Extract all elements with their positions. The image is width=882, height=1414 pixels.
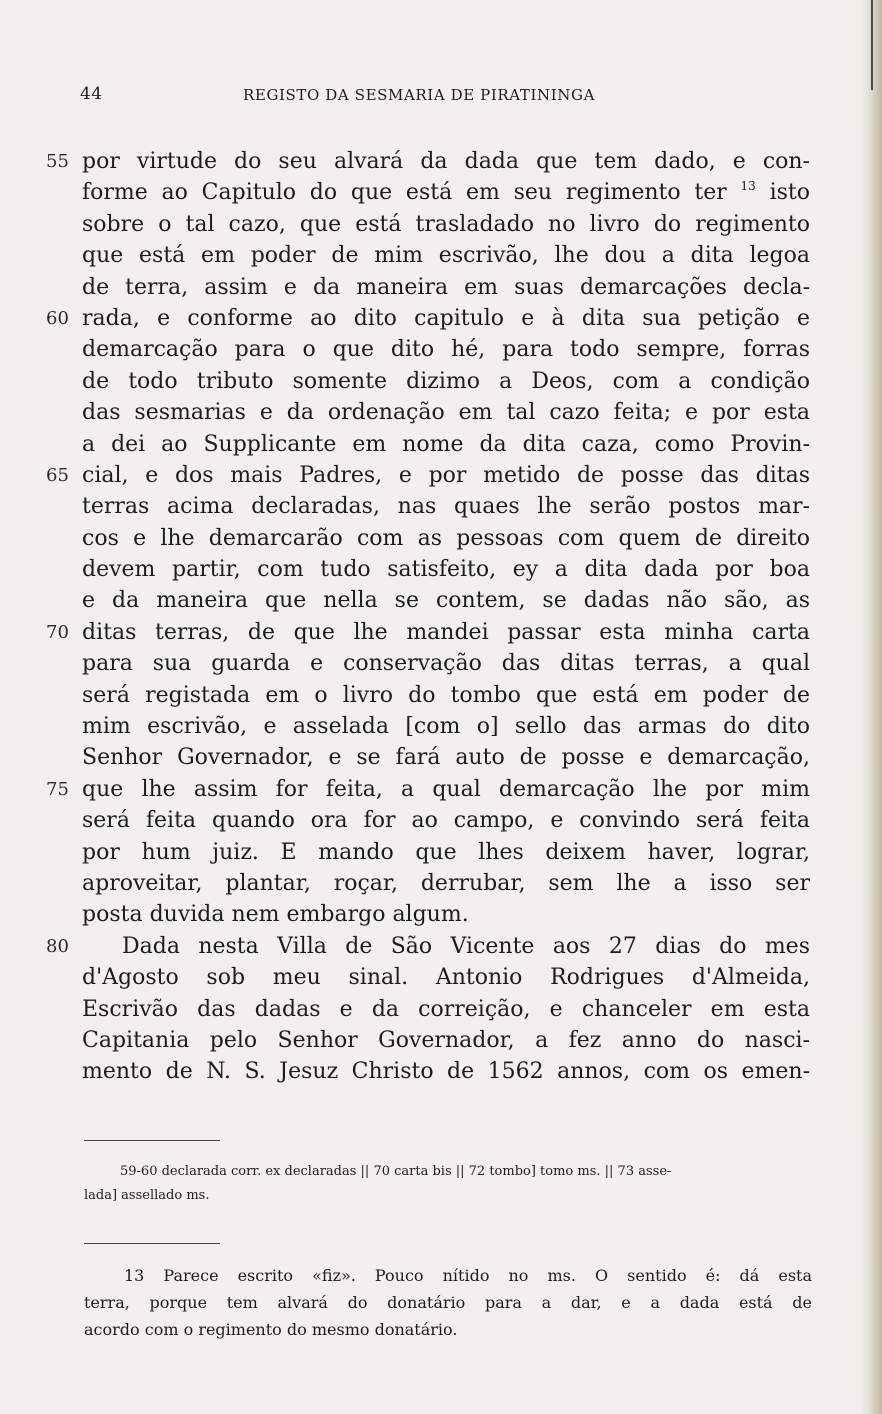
line-number: 60: [46, 307, 69, 329]
text-line: [0, 617, 882, 648]
text-line: [0, 491, 882, 522]
line-text: Dada nesta Villa de São Vicente aos 27 dias do mes: [122, 933, 810, 959]
text-line: [0, 554, 882, 585]
page-number: 44: [80, 84, 103, 104]
page-header: [80, 84, 810, 110]
line-text: Senhor Governador, e se fará auto de posse e demarcação,: [82, 745, 810, 771]
text-line: [0, 523, 882, 554]
line-number: 70: [46, 621, 69, 643]
line-number: 55: [46, 151, 69, 172]
footnote-reference[interactable]: 13: [740, 179, 756, 194]
line-text: d'Agosto sob meu sinal. Antonio Rodrigues d'Almeida,: [82, 965, 810, 991]
footnote-line: 13 Parece escrito «fiz». Pouco nítido no ms. O sentido é: dá esta: [124, 1266, 812, 1285]
text-line: [0, 648, 882, 679]
footnote-line: acordo com o regimento do mesmo donatário.: [84, 1320, 458, 1339]
text-line: [0, 209, 882, 240]
apparatus-rule: [84, 1140, 220, 1141]
line-text-after: isto: [755, 180, 810, 206]
text-line: [0, 177, 882, 208]
line-text: cial, e dos mais Padres, e por metido de posse das ditas: [82, 462, 810, 488]
line-number: 65: [46, 464, 69, 486]
line-text: mim escrivão, e asselada [com o] sello das armas do dito: [82, 714, 810, 740]
text-line: [0, 272, 882, 303]
line-text: de terra, assim e da maneira em suas demarcações decla-: [82, 274, 810, 300]
line-text: rada, e conforme ao dito capitulo e à dita sua petição e: [82, 305, 810, 331]
text-line: [0, 334, 882, 365]
text-line: [0, 774, 882, 805]
text-line: [0, 429, 882, 460]
line-text: para sua guarda e conservação das ditas terras, a qual: [82, 651, 810, 677]
line-text: a dei ao Supplicante em nome da dita caza, como Provin-: [82, 431, 810, 457]
line-text: demarcação para o que dito hé, para todo sempre, forras: [82, 337, 810, 363]
critical-apparatus: [84, 1160, 812, 1208]
line-text: mento de N. S. Jesuz Christo de 1562 annos, com os emen-: [82, 1059, 810, 1085]
text-line: [0, 366, 882, 397]
text-line: [0, 460, 882, 491]
line-text: aproveitar, plantar, roçar, derrubar, sem lhe a isso ser: [82, 870, 810, 896]
text-line: [0, 1025, 882, 1056]
text-line: [0, 146, 882, 177]
text-line: [0, 240, 882, 271]
line-text: terras acima declaradas, nas quaes lhe serão postos mar-: [82, 494, 810, 520]
line-number: 80: [46, 935, 69, 957]
line-text: será feita quando ora for ao campo, e convindo será feita: [82, 808, 810, 834]
text-line: [0, 805, 882, 836]
line-text: e da maneira que nella se contem, se dadas não são, as: [82, 588, 810, 614]
line-number: 75: [46, 778, 69, 800]
footnote-line: terra, porque tem alvará do donatário para a dar, e a dada está de: [84, 1293, 812, 1312]
line-text: devem partir, com tudo satisfeito, ey a dita dada por boa: [82, 557, 810, 583]
line-text: por virtude do seu alvará da dada que tem dado, e con-: [82, 149, 810, 174]
text-line: [0, 868, 882, 899]
line-text-main: forme ao Capitulo do que está em seu regimento ter: [82, 180, 727, 206]
footnote-13: [84, 1262, 812, 1343]
line-text: será registada em o livro do tombo que está em poder de: [82, 682, 810, 708]
text-line: [0, 899, 882, 930]
text-line: [0, 742, 882, 773]
text-line: [0, 303, 882, 334]
footnote-rule: [84, 1243, 220, 1244]
line-text: ditas terras, de que lhe mandei passar esta minha carta: [82, 619, 810, 645]
text-line: [0, 1056, 882, 1087]
line-text: [82, 177, 810, 208]
text-line: [0, 711, 882, 742]
body-text: [0, 146, 882, 1088]
line-text: que lhe assim for feita, a qual demarcação lhe por mim: [82, 776, 810, 802]
line-text: posta duvida nem embargo algum.: [82, 902, 469, 928]
text-line: [0, 397, 882, 428]
line-text: sobre o tal cazo, que está trasladado no livro do regimento: [82, 211, 810, 237]
line-text: que está em poder de mim escrivão, lhe dou a dita legoa: [82, 243, 810, 269]
text-line: [0, 931, 882, 962]
running-title: REGISTO DA SESMARIA DE PIRATININGA: [243, 86, 596, 104]
text-line: [0, 994, 882, 1025]
line-text: das sesmarias e da ordenação em tal cazo feita; e por esta: [82, 400, 810, 426]
line-text: Escrivão das dadas e da correição, e chanceler em esta: [82, 996, 810, 1022]
line-text: Capitania pelo Senhor Governador, a fez anno do nasci-: [82, 1027, 810, 1053]
line-text: por hum juiz. E mando que lhes deixem haver, lograr,: [82, 839, 810, 865]
text-line: [0, 962, 882, 993]
apparatus-line: lada] assellado ms.: [84, 1188, 210, 1203]
line-text: cos e lhe demarcarão com as pessoas com quem de direito: [82, 525, 810, 551]
spine-edge-line: [871, 0, 873, 90]
text-line: [0, 680, 882, 711]
text-line: [0, 837, 882, 868]
text-line: [0, 585, 882, 616]
line-text: de todo tributo somente dizimo a Deos, com a condição: [82, 368, 810, 394]
apparatus-line: 59-60 declarada corr. ex declaradas || 70 carta bis || 72 tombo] tomo ms. || 73 asse-: [120, 1164, 672, 1179]
